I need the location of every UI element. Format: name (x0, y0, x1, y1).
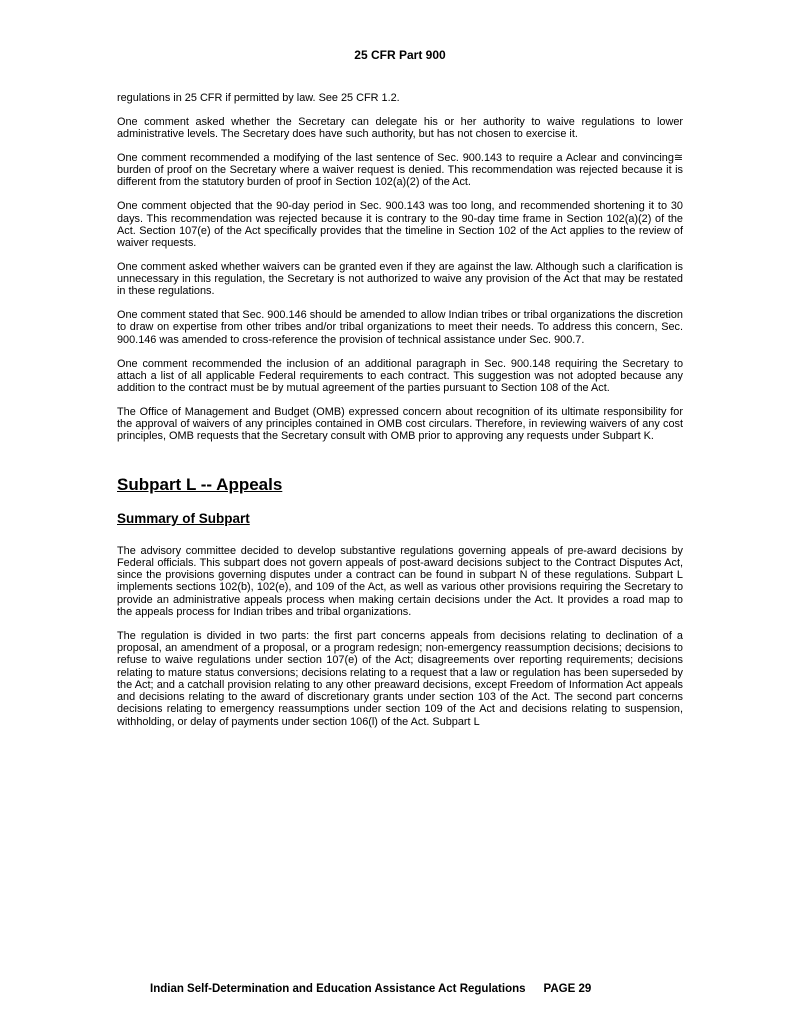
paragraph: One comment stated that Sec. 900.146 should be amended to allow Indian tribes or tribal organizations the discretion to draw on expertise from other tribes and/or tribal organizations to meet their needs. To address this concern, Sec. 900.146 was amended to cross-reference the provision of technical assistance under Sec. 900.7. (117, 309, 683, 346)
paragraph: One comment objected that the 90-day period in Sec. 900.143 was too long, and recommended shortening it to 30 days. This recommendation was rejected because it is contrary to the 90-day time frame in Section 102(a)(2) of the Act. Section 107(e) of the Act specifically provides that the timeline in Section 102 of the Act applies to the review of waiver requests. (117, 200, 683, 250)
paragraph: The advisory committee decided to develop substantive regulations governing appeals of pre-award decisions by Federal officials. This subpart does not govern appeals of post-award decisions subject to the Contract Disputes Act, since the provisions governing disputes under a contract can be found in subpart N of these regulations. Subpart L implements sections 102(b), 102(e), and 109 of the Act, as well as various other provisions requiring the Secretary to provide an administrative appeals process when making certain decisions under the Act. It provides a road map to the appeals process for Indian tribes and tribal organizations. (117, 544, 683, 618)
subpart-heading: Subpart L -- Appeals (117, 474, 283, 494)
paragraph: The Office of Management and Budget (OMB) expressed concern about recognition of its ultimate responsibility for the approval of waivers of any principles contained in OMB cost circulars. Therefore, in reviewing waivers of any cost principles, OMB requests that the Secretary consult with OMB prior to approving any requests under Subpart K. (117, 405, 683, 443)
paragraph: One comment asked whether the Secretary can delegate his or her authority to waive regulations to lower administrative levels. The Secretary does have such authority, but has not chosen to exercise it. (117, 115, 683, 141)
footer-title: Indian Self-Determination and Education Assistance Act Regulations (150, 983, 526, 995)
summary-heading: Summary of Subpart (117, 510, 250, 526)
paragraph: The regulation is divided in two parts: the first part concerns appeals from decisions relating to declination of a proposal, an amendment of a proposal, or a program redesign; non-emergency reassumption decisions; decisions to refuse to waive regulations under section 107(e) of the Act; disagreements over reporting requirements; decisions relating to mature status conversions; decisions relating to a request that a law or regulation has been superseded by the Act; and a catchall provision relating to any other preaward decisions, except Freedom of Information Act appeals and decisions relating to the award of discretionary grants under section 103 of the Act. The second part concerns decisions relating to emergency reassumptions under section 109 of the Act and decisions relating to suspension, withholding, or delay of payments under section 106(l) of the Act. Subpart L (117, 629, 683, 728)
page-body (117, 92, 683, 739)
paragraph: One comment asked whether waivers can be granted even if they are against the law. Although such a clarification is unnecessary in this regulation, the Secretary is not authorized to waive any provision of the Act that may be restated in these regulations. (117, 260, 683, 298)
running-header: 25 CFR Part 900 (354, 48, 446, 62)
page-number: PAGE 29 (543, 983, 592, 995)
page-footer (150, 983, 670, 995)
paragraph: One comment recommended the inclusion of an additional paragraph in Sec. 900.148 requiring the Secretary to attach a list of all applicable Federal requirements to each contract. This suggestion was not adopted because any addition to the contract must be by mutual agreement of the parties pursuant to Section 108 of the Act. (117, 357, 683, 395)
paragraph: regulations in 25 CFR if permitted by law. See 25 CFR 1.2. (117, 92, 400, 104)
paragraph: One comment recommended a modifying of the last sentence of Sec. 900.143 to require a Aclear and convincing≅ burden of proof on the Secretary where a waiver request is denied. This recommendation was rejected because it is different from the statutory burden of proof in Section 102(a)(2) of the Act. (117, 151, 683, 189)
